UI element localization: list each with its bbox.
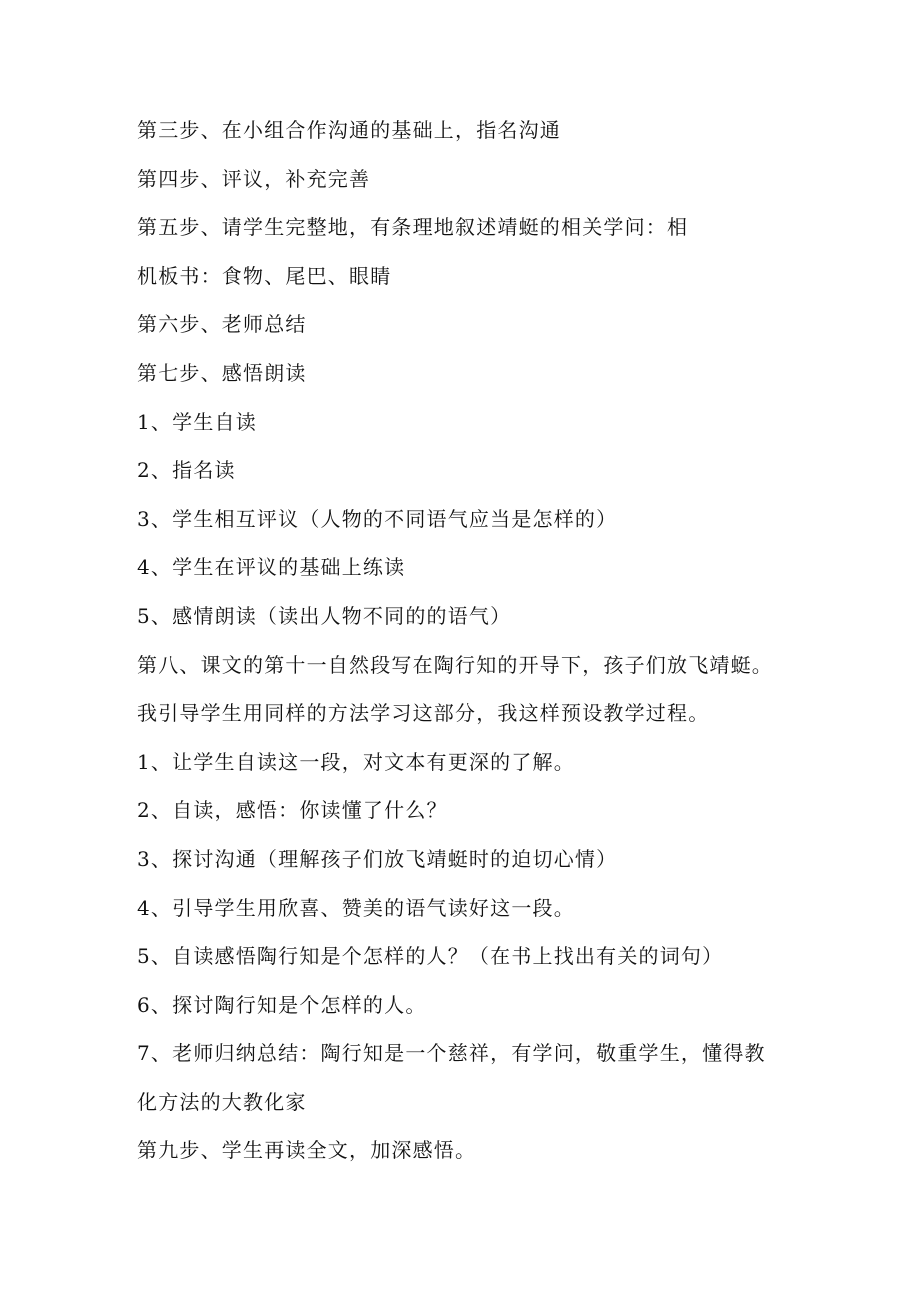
list-item-1: 1、让学生自读这一段，对文本有更深的了解。 <box>137 749 575 774</box>
step-4-line: 第四步、评议，补充完善 <box>137 166 371 191</box>
list-item-4: 4、学生在评议的基础上练读 <box>137 555 406 580</box>
list-item-2: 2、自读，感悟：你读懂了什么？ <box>137 798 448 823</box>
step-8-line: 第八、课文的第十一自然段写在陶行知的开导下，孩子们放飞靖蜓。 <box>137 652 773 677</box>
list-item-3: 3、学生相互评议（人物的不同语气应当是怎样的） <box>137 506 618 531</box>
list-item-6: 6、探讨陶行知是个怎样的人。 <box>137 992 427 1017</box>
list-item-2: 2、指名读 <box>137 458 236 483</box>
step-3-line: 第三步、在小组合作沟通的基础上，指名沟通 <box>137 118 561 142</box>
list-item-7-continuation: 化方法的大教化家 <box>137 1089 307 1114</box>
list-item-1: 1、学生自读 <box>137 409 257 434</box>
list-item-4: 4、引导学生用欣喜、赞美的语气读好这一段。 <box>137 895 575 920</box>
step-7-line: 第七步、感悟朗读 <box>137 360 307 385</box>
step-5-continuation-line: 机板书：食物、尾巴、眼睛 <box>137 263 392 288</box>
list-item-3: 3、探讨沟通（理解孩子们放飞靖蜓时的迫切心情） <box>137 846 618 871</box>
step-8-continuation-line: 我引导学生用同样的方法学习这部分，我这样预设教学过程。 <box>137 701 710 726</box>
list-item-5: 5、感情朗读（读出人物不同的的语气） <box>137 603 512 628</box>
document-body <box>137 110 837 1179</box>
step-6-line: 第六步、老师总结 <box>137 312 307 337</box>
step-5-line: 第五步、请学生完整地，有条理地叙述靖蜓的相关学问：相 <box>137 215 689 240</box>
list-item-7: 7、老师归纳总结：陶行知是一个慈祥，有学问，敬重学生，懂得教 <box>137 1041 766 1066</box>
list-item-5: 5、自读感悟陶行知是个怎样的人？（在书上找出有关的词句） <box>137 944 724 969</box>
step-9-line: 第九步、学生再读全文，加深感悟。 <box>137 1138 477 1163</box>
